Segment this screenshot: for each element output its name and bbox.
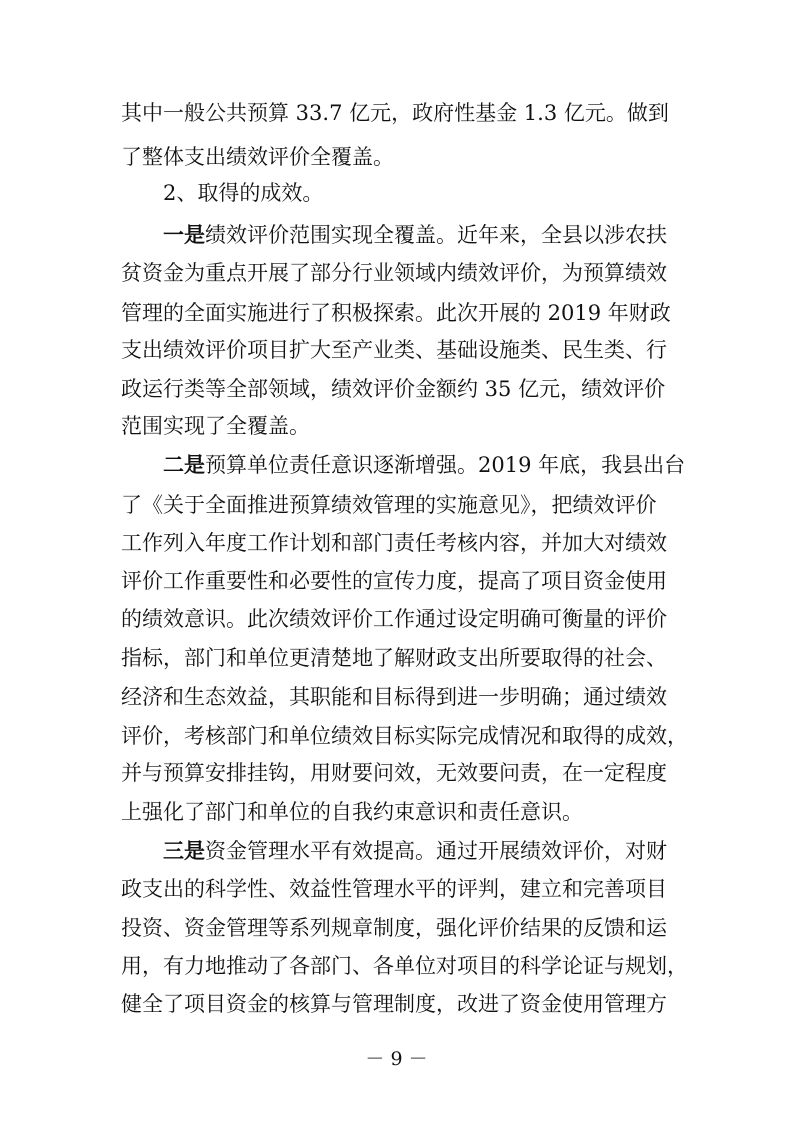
text-line: 并与预算安排挂钩，用财要问效，无效要问责，在一定程度 <box>121 761 667 785</box>
page-number: － 9 － <box>365 1048 428 1070</box>
text-line: 贫资金为重点开展了部分行业领域内绩效评价，为预算绩效 <box>121 261 667 285</box>
text-line: 评价，考核部门和单位绩效目标实际完成情况和取得的成效， <box>121 724 688 748</box>
text-line: 一是绩效评价范围实现全覆盖。近年来，全县以涉农扶 <box>163 222 667 247</box>
text-line: 管理的全面实施进行了积极探索。此次开展的 2019 年财政 <box>121 301 671 325</box>
text-line: 政支出的科学性、效益性管理水平的评判，建立和完善项目 <box>121 877 667 901</box>
lead-phrase: 三是 <box>163 838 205 863</box>
text-line: 二是预算单位责任意识逐渐增强。2019 年底，我县出台 <box>163 452 686 477</box>
text-line: 了《关于全面推进预算绩效管理的实施意见》，把绩效评价 <box>121 493 657 517</box>
text-line: 健全了项目资金的核算与管理制度，改进了资金使用管理方 <box>121 992 667 1016</box>
text-line: 三是资金管理水平有效提高。通过开展绩效评价，对财 <box>163 838 667 863</box>
text-line: 其中一般公共预算 33.7 亿元，政府性基金 1.3 亿元。做到 <box>121 101 669 125</box>
text-line: 工作列入年度工作计划和部门责任考核内容，并加大对绩效 <box>121 531 667 555</box>
lead-phrase: 二是 <box>163 452 205 477</box>
text-line: 上强化了部门和单位的自我约束意识和责任意识。 <box>121 800 583 824</box>
text-line: 用，有力地推动了各部门、各单位对项目的科学论证与规划， <box>121 954 688 978</box>
text-line: 指标，部门和单位更清楚地了解财政支出所要取得的社会、 <box>121 646 667 670</box>
lead-phrase: 一是 <box>163 222 205 247</box>
text-line: 投资、资金管理等系列规章制度，强化评价结果的反馈和运 <box>121 916 667 940</box>
text-line: 评价工作重要性和必要性的宣传力度，提高了项目资金使用 <box>121 569 667 593</box>
text-line: 经济和生态效益，其职能和目标得到进一步明确；通过绩效 <box>121 685 667 709</box>
text-line: 范围实现了全覆盖。 <box>121 414 310 438</box>
section-heading: 2、取得的成效。 <box>163 181 324 205</box>
text-line: 政运行类等全部领域，绩效评价金额约 35 亿元，绩效评价 <box>121 377 666 401</box>
text-line: 了整体支出绩效评价全覆盖。 <box>121 145 394 169</box>
text-line: 支出绩效评价项目扩大至产业类、基础设施类、民生类、行 <box>121 338 667 362</box>
text-line: 的绩效意识。此次绩效评价工作通过设定明确可衡量的评价 <box>121 607 667 631</box>
